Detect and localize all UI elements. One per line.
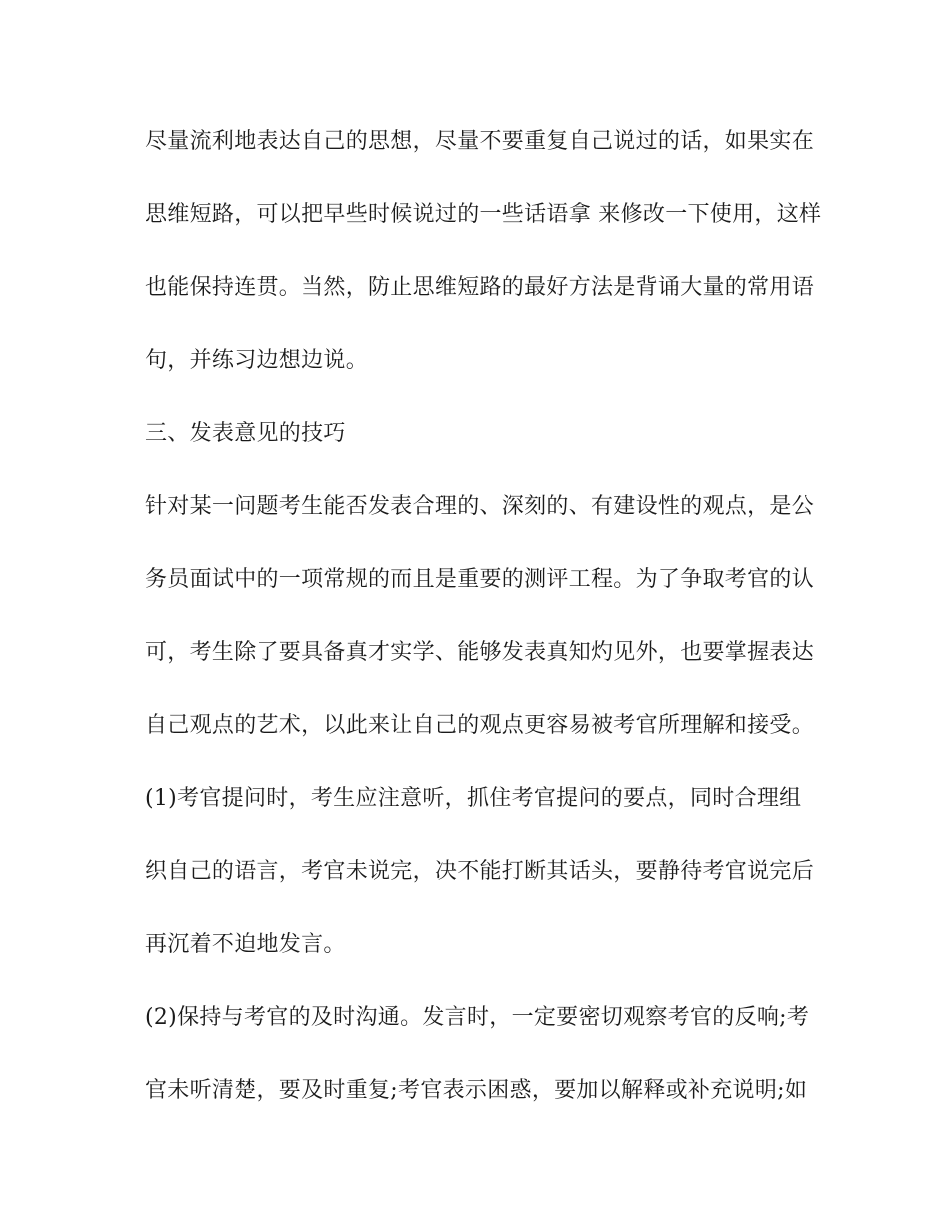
- text-line: 思维短路，可以把早些时候说过的一些话语拿 来修改一下使用，这样: [145, 202, 822, 227]
- text-line: 务员面试中的一项常规的而且是重要的测评工程。为了争取考官的认: [145, 567, 815, 592]
- text-line: 针对某一问题考生能否发表合理的、深刻的、有建设性的观点，是公: [145, 494, 815, 519]
- text-line: 自己观点的艺术，以此来让自己的观点更容易被考官所理解和接受。: [145, 713, 815, 738]
- text-line: (2)保持与考官的及时沟通。发言时，一定要密切观察考官的反响;考: [145, 1005, 810, 1030]
- text-line: 也能保持连贯。当然，防止思维短路的最好方法是背诵大量的常用语: [145, 275, 815, 300]
- text-line: 尽量流利地表达自己的思想，尽量不要重复自己说过的话，如果实在: [145, 129, 815, 154]
- section-heading: 三、发表意见的技巧: [145, 421, 346, 446]
- text-line: 可，考生除了要具备真才实学、能够发表真知灼见外，也要掌握表达: [145, 640, 815, 665]
- text-line: 织自己的语言，考官未说完，决不能打断其话头，要静待考官说完后: [145, 859, 815, 884]
- text-line: 官未听清楚，要及时重复;考官表示困惑，要加以解释或补充说明;如: [145, 1078, 808, 1103]
- text-line: 句，并练习边想边说。: [145, 348, 369, 373]
- text-line: (1)考官提问时，考生应注意听，抓住考官提问的要点，同时合理组: [145, 786, 802, 811]
- text-line: 再沉着不迫地发言。: [145, 932, 346, 957]
